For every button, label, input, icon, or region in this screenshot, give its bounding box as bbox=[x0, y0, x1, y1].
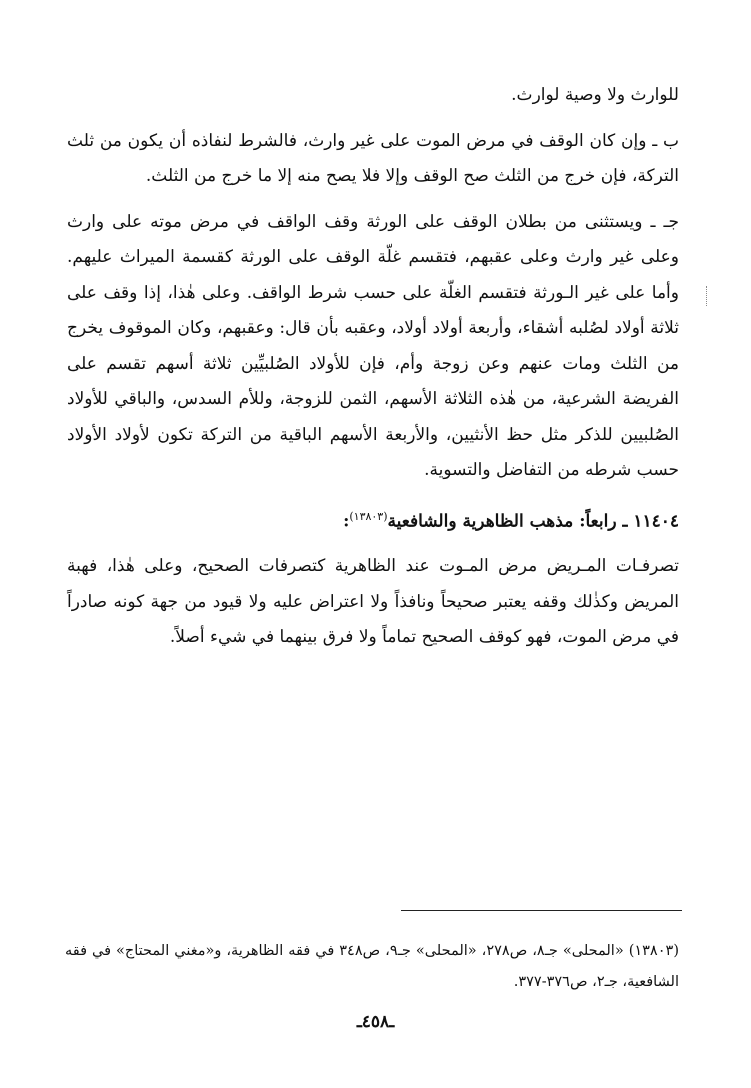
footnotes bbox=[65, 936, 679, 998]
footnote-divider bbox=[401, 910, 682, 911]
spacer bbox=[67, 114, 679, 124]
spacer bbox=[67, 195, 679, 205]
main-text bbox=[67, 78, 679, 656]
margin-mark bbox=[706, 286, 710, 306]
footnote-reference: (١٣٨٠٣) bbox=[349, 509, 388, 523]
page-number: ـ٤٥٨ـ bbox=[356, 1012, 395, 1032]
paragraph-j: جـ ـ ويستثنى من بطلان الوقف على الورثة وقف الواقف في مرض موته على وارث وعلى غير وارث وعلى عقبهم، فتقسم غلّة الوقف على الورثة كقسمة الميراث عليهم. وأما على غير الـورثة فتقسم الغلّة على حسب شرط الواقف. وعلى هٰذا، إذا وقف على ثلاثة أولاد لصُلبه أشقاء، وأربعة أولاد أولاد، وعقبه بأن قال: وعقبهم، وكان الموقوف يخرج من الثلث ومات عنهم وعن زوجة وأم، فإن للأولاد الصُلبيِّين ثلاثة أسهم تقسم على الفريضة الشرعية، من هٰذه الثلاثة الأسهم، الثمن للزوجة، وللأم السدس، والباقي للأولاد الصُلبيين للذكر مثل حظ الأنثيين، والأربعة الأسهم الباقية من التركة تكون لأولاد الأولاد حسب شرطه من التفاضل والتسوية. bbox=[67, 211, 679, 480]
spacer bbox=[67, 489, 679, 499]
section-heading bbox=[67, 499, 679, 540]
spacer bbox=[67, 539, 679, 549]
paragraph-zahiriyya: تصرفـات المـريض مرض المـوت عند الظاهرية كتصرفات الصحيح، وعلى هٰذا، فهبة المريض وكذٰلك وقفه يعتبر صحيحاً ونافذاً ولا اعتراض عليه ولا قيود من جهة كونه صادراً في مرض الموت، فهو كوقف الصحيح تماماً ولا فرق بينهما في شيء أصلاً. bbox=[67, 556, 679, 648]
paragraph-b: ب ـ وإن كان الوقف في مرض الموت على غير وارث، فالشرط لنفاذه أن يكون من ثلث التركة، فإن خرج من الثلث صح الوقف وإلا فلا يصح منه إلا ما خرج من الثلث. bbox=[67, 130, 679, 186]
heading-colon: : bbox=[343, 511, 350, 532]
footnote-item: (١٣٨٠٣) «المحلى» جـ٨، ص٢٧٨، «المحلى» جـ٩، ص٣٤٨ في فقه الظاهرية، و«مغني المحتاج» في فقه الشافعية، جـ٢، ص٣٧٦-٣٧٧. bbox=[65, 943, 679, 990]
paragraph-continuation: للوارث ولا وصية لوارث. bbox=[511, 85, 679, 105]
heading-text: ١١٤٠٤ ـ رابعاً: مذهب الظاهرية والشافعية bbox=[387, 511, 679, 532]
